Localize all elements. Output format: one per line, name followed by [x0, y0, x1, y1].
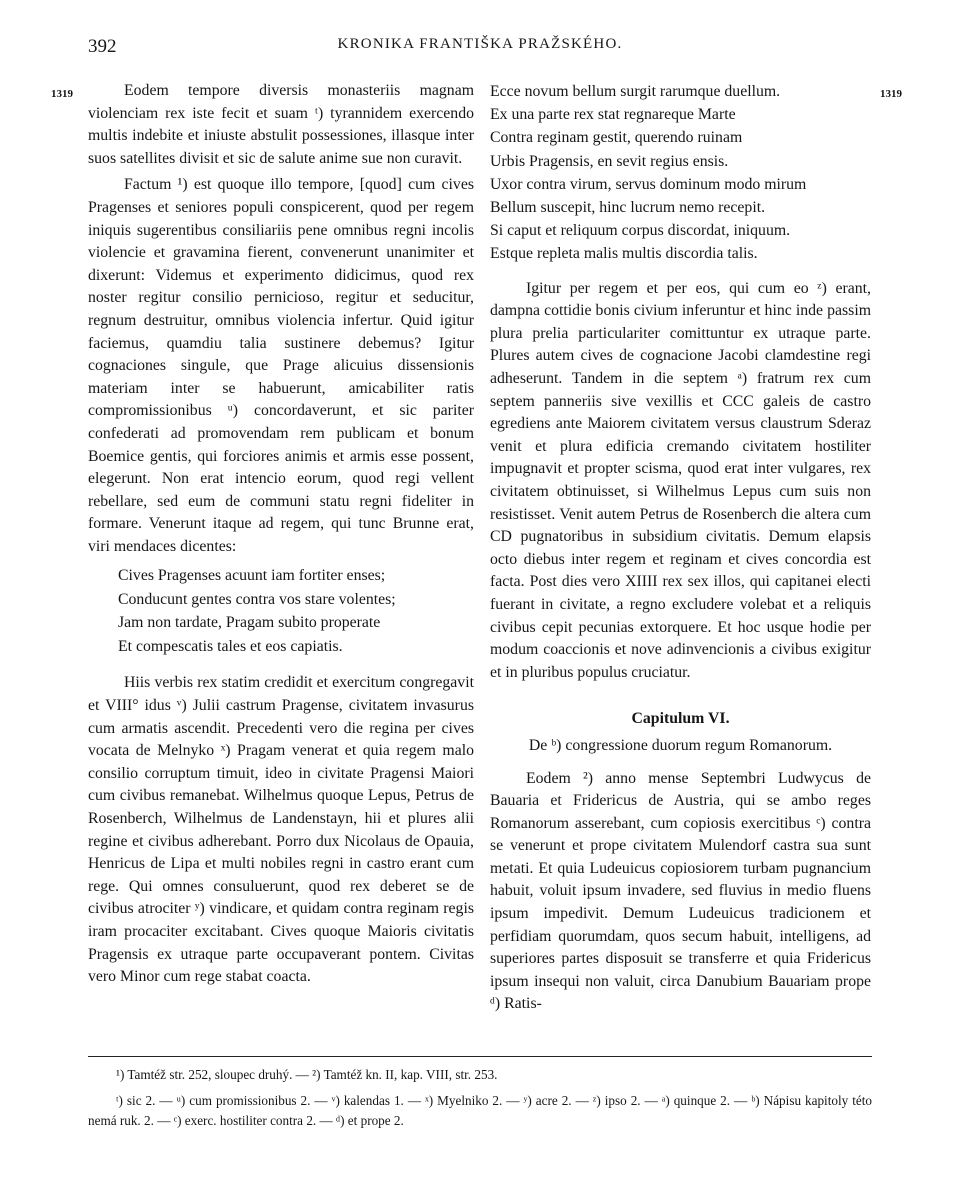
- verse-line: Uxor contra virum, servus dominum modo mirum: [490, 175, 807, 193]
- margin-year-right: 1319: [880, 88, 902, 100]
- verse-line: Si caput et reliquum corpus discordat, iniquum.: [490, 222, 791, 240]
- verse-line: Jam non tardate, Pragam subito properate: [118, 614, 381, 632]
- footnotes: [88, 1065, 872, 1131]
- verse-line: Urbis Pragensis, en sevit regius ensis.: [490, 152, 729, 170]
- verse-line: Et compescatis tales et eos capiatis.: [118, 637, 343, 655]
- paragraph: Eodem ²) anno mense Septembri Ludwycus de Bauaria et Fridericus de Austria, qui se ambo reges Romanorum asserebant, cum copiosis exercitibus ᶜ) contra se venerunt et prope civitatem Mulendorf castra sua sunt metati. Et quia Ludeuicus copiosiorem turbam pugnancium habuit, voluit ipsum invadere, sed fluvius in medio fluens ipsum impedivit. Demum Ludeuicus tradicionem et perfidiam quorumdam, quos secum habuit, intelligens, ad superiores partes disposuit se transferre et quia Fridericus ipsum insequi non valuit, circa Danubium Bauariam prope ᵈ) Ratis-: [490, 769, 871, 1013]
- verse-line: Ecce novum bellum surgit rarumque duellum.: [490, 83, 781, 100]
- verse-line: Estque repleta malis multis discordia talis.: [490, 245, 758, 263]
- right-column: [490, 80, 871, 1016]
- verse-line: Conducunt gentes contra vos stare volentes;: [118, 590, 396, 608]
- verse-line: Ex una parte rex stat regnareque Marte: [490, 106, 736, 124]
- page-number: 392: [88, 36, 117, 57]
- paragraph: Igitur per regem et per eos, qui cum eo ᶻ) erant, dampna cottidie bonis civium inferuntur et hinc inde passim plura prelia particulariter comittuntur ex utraque parte. Plures autem cives de cognacione Jacobi clamdestine regi adheserunt. Tandem in die septem ᵃ) fratrum rex cum septem panneriis sive vexillis et CCC galeis de castro egrediens ante Maiorem civitatem versus claustrum Sderaz venit et plura edificia cremando civitatem hostiliter impugnavit et propter scisma, quod erat inter vulgares, rex civitatem obtinuisset, si Wilhelmus Lepus cum suis non resistisset. Venit autem Petrus de Rosenberch die altera cum CD pugnatoribus in subsidium civitatis. Demum elapsis octo diebus inter regem et reginam et cives concordia est facta. Post dies vero XIIII rex sex illos, qui capitanei electi fuerant in civitate, a regno excludere volebat et a reliquis civibus cepit pecunias extorquere. Et hoc usque hodie per modum coaccionis et nove adinvencionis a civibus exigitur et in pluribus populus cruciatur.: [490, 279, 871, 681]
- paragraph: Eodem tempore diversis monasteriis magnam violenciam rex iste fecit et suam ᵗ) tyrannidem exercendo multis indebite et iniuste abstulit possessiones, illasque inter suos satellites divisit et sic de salute anime sue non curavit.: [88, 82, 474, 167]
- left-column: [88, 80, 474, 989]
- paragraph: Factum ¹) est quoque illo tempore, [quod] cum cives Pragenses et seniores populi conspicerent, quod per regem iniquis sugerentibus consiliariis pene omnibus regni incolis violencie et gravamina fierent, convenerunt unanimiter et dixerunt: Videmus et experimento didicimus, quod rex noster regitur consilio pernicioso, regitur et seducitur, regnum destruitur, omnibus violencia infertur. Quid igitur faciemus, quamdiu talia sustinere debemus? Igitur cognaciones singule, que Prage alicuius dissensionis materiam inter se habuerunt, amicabiliter ratis compromissionibus ᵘ) concordaverunt, et sic pariter confederati ad promovendam rem publicam et bonum Boemice gentis, qui forciores animis et armis esse possent, elegerunt. Non erat intencio eorum, quod regi vellent rebellare, sed eum de communi statu regni fideliter in formare. Venerunt itaque ad regem, qui tunc Brunne erat, viri mendaces dicentes:: [88, 176, 474, 555]
- footnote-divider: [88, 1056, 872, 1057]
- running-title: KRONIKA FRANTIŠKA PRAŽSKÉHO.: [337, 36, 623, 52]
- paragraph: Hiis verbis rex statim credidit et exercitum congregavit et VIII° idus ᵛ) Julii castrum Pragense, civitatem invasurus cum armatis ascendit. Precedenti vero die regina per cives vocata de Melnyko ˣ) Pragam venerat et quia regem malo consilio corruptum timuit, ideo in civitate Pragensi Maiori cum civibus remanebat. Wilhelmus quoque Lepus, Petrus de Rosenberch, Wilhelmus de Landenstayn, hii et plures alii regine et civibus adherebant. Porro dux Nicolaus de Opauia, Henricus de Lipa et multi nobiles regni in castro erant cum rege. Qui omnes consuluerunt, quod rex deberet se de civibus atrociter ʸ) vindicare, et quidam contra reginam regis iram procaciter excitabant. Cives quoque Maioris civitatis Pragensis ex utraque parte occupaverant pontem. Civitas vero Minor cum rege stabat coacta.: [88, 674, 474, 986]
- verse-block: [118, 564, 474, 658]
- verse-line: Contra reginam gestit, querendo ruinam: [490, 129, 743, 147]
- verse-line: Bellum suscepit, hinc lucrum nemo recepit.: [490, 199, 766, 217]
- verse-line: Cives Pragenses acuunt iam fortiter enses;: [118, 567, 386, 585]
- footnote-variants: ᵗ) sic 2. — ᵘ) cum promissionibus 2. — ᵛ) kalendas 1. — ˣ) Myelniko 2. — ʸ) acre 2. — ᶻ) ipso 2. — ᵃ) quinque 2. — ᵇ) Nápisu kapitoly této nemá ruk. 2. — ᶜ) exerc. hostiliter contra 2. — ᵈ) et prope 2.: [88, 1093, 872, 1128]
- footnote-references: ¹) Tamtéž str. 252, sloupec druhý. — ²) Tamtéž kn. II, kap. VIII, str. 253.: [116, 1067, 498, 1082]
- verse-block: [490, 80, 871, 266]
- chapter-title: Capitulum VI.: [631, 710, 730, 728]
- margin-year-left: 1319: [51, 88, 73, 100]
- chapter-subtitle: De ᵇ) congressione duorum regum Romanorum.: [528, 736, 833, 754]
